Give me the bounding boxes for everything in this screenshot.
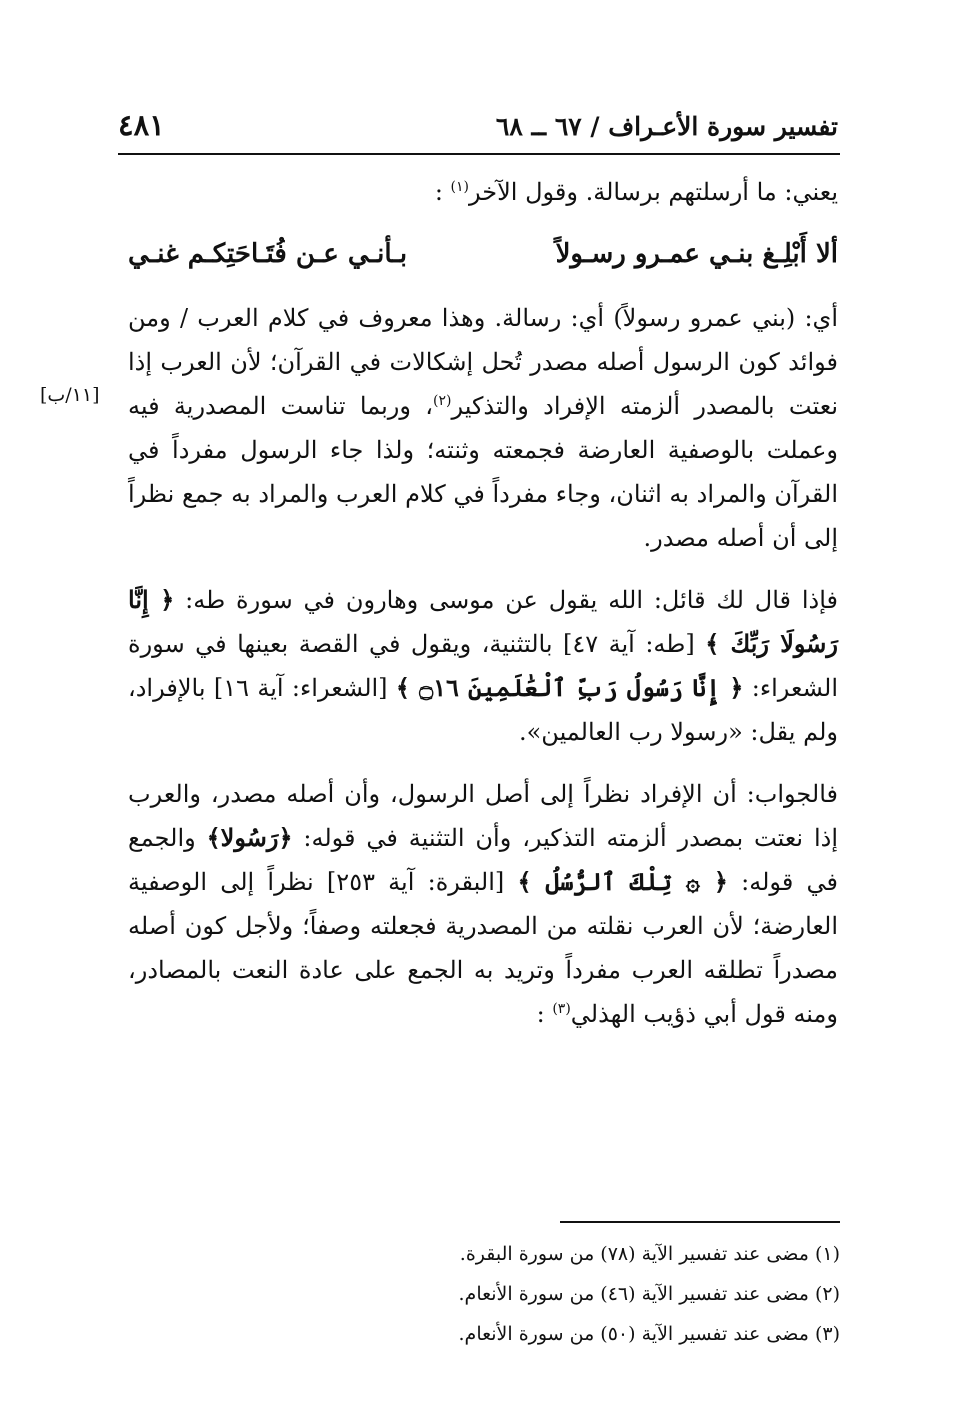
quran-quote-taha: ﴿ إِنَّا رَسُولَا رَبِّكَ ﴾ [128,585,838,658]
footnote-ref-3: (٣) [552,1001,571,1017]
verse-first-hemistich: ألا أَبْلِـغ بنـي عمـرو رسـولاً [555,239,838,269]
paragraph-3 [128,772,838,1036]
footnote-1: (١) مضى عند تفسير الآية (٧٨) من سورة البقرة. [459,1243,840,1265]
intro-colon: : [434,178,443,206]
paragraph-3-text-b: والجمع في قوله: [128,824,838,896]
paragraph-2-text-a: فإذا قال لك قائل: الله يقول عن موسى وهارون في سورة طه: [185,586,838,614]
paragraph-1-continuation: ، وربما تناست المصدرية فيه وعملت بالوصفية العارضة فجمعته وثنته؛ ولذا جاء الرسول مفرداً في القرآن والمراد به اثنان، وجاء مفرداً في كلام العرب والمراد به جمع نظراً إلى أن أصله مصدر. [128,392,838,552]
footnote-ref-2: (٢) [433,393,452,409]
footnote-divider [560,1221,840,1223]
paragraph-1 [128,296,838,560]
quran-quote-baqara: ﴿ ۞ تِلْكَ ٱلرُّسُلُ ﴾ [517,867,728,896]
header-title: تفسير سورة الأعـراف / ٦٧ ــ ٦٨ [495,112,838,141]
main-text [128,170,838,1036]
paragraph-2 [128,578,838,754]
verse-second-hemistich: بـأنـي عـن فُتَـاحَتِكـم غنـي [128,239,408,269]
footnote-3: (٣) مضى عند تفسير الآية (٥٠) من سورة الأنعام. [458,1323,840,1345]
paragraph-2-text-b: [طه: آية ٤٧] بالتثنية، ويقول في القصة بعينها في سورة الشعراء: [128,630,838,702]
intro-text: يعني: ما أرسلتهم برسالة. وقول الآخر [469,178,838,206]
poetry-verse [128,222,838,286]
quran-quote-shuara: ﴿ إِنَّا رَسُولُ رَبِّ ٱلْعَٰلَمِينَ ۝١٦ ﴾ [395,673,744,702]
margin-note: [١١/ب] [40,384,100,406]
paragraph-3-colon: : [536,1000,545,1028]
footnote-ref-1: (١) [450,179,470,195]
running-header [118,106,838,156]
footnote-2: (٢) مضى عند تفسير الآية (٤٦) من سورة الأنعام. [458,1283,840,1305]
paragraph-gap [128,754,838,772]
intro-line [128,170,838,214]
quran-quote-rasula: ﴿رَسُولا﴾ [206,823,293,852]
paragraph-gap [128,560,838,578]
paragraph-1-text: أي: (بني عمرو رسولاً) أي: رسالة. وهذا معروف في كلام العرب / ومن فوائد كون الرسول أصله مصدر تُحل إشكالات في القرآن؛ لأن العرب إذا نعتت بالمصدر ألزمته الإفراد والتذكير [128,304,839,420]
page-number: ٤٨١ [118,108,165,142]
paragraph-2-text-c: [الشعراء: آية ١٦] بالإفراد، ولم يقل: «رسولا رب العالمين». [128,674,838,746]
paragraph-3-text-c: [البقرة: آية ٢٥٣] نظراً إلى الوصفية العارضة؛ لأن العرب نقلته من المصدرية فجعلته وصفاً؛ ولأجل كون أصله مصدراً تطلقه العرب مفرداً وتريد به الجمع على عادة النعت بالمصادر، ومنه قول أبي ذؤيب الهذلي [128,868,838,1028]
paragraph-3-text-a: فالجواب: أن الإفراد نظراً إلى أصل الرسول، وأن أصله مصدر، والعرب إذا نعتت بمصدر ألزمته التذكير، وأن التثنية في قوله: [128,780,838,852]
footnotes [380,1234,840,1354]
header-divider [118,153,840,155]
